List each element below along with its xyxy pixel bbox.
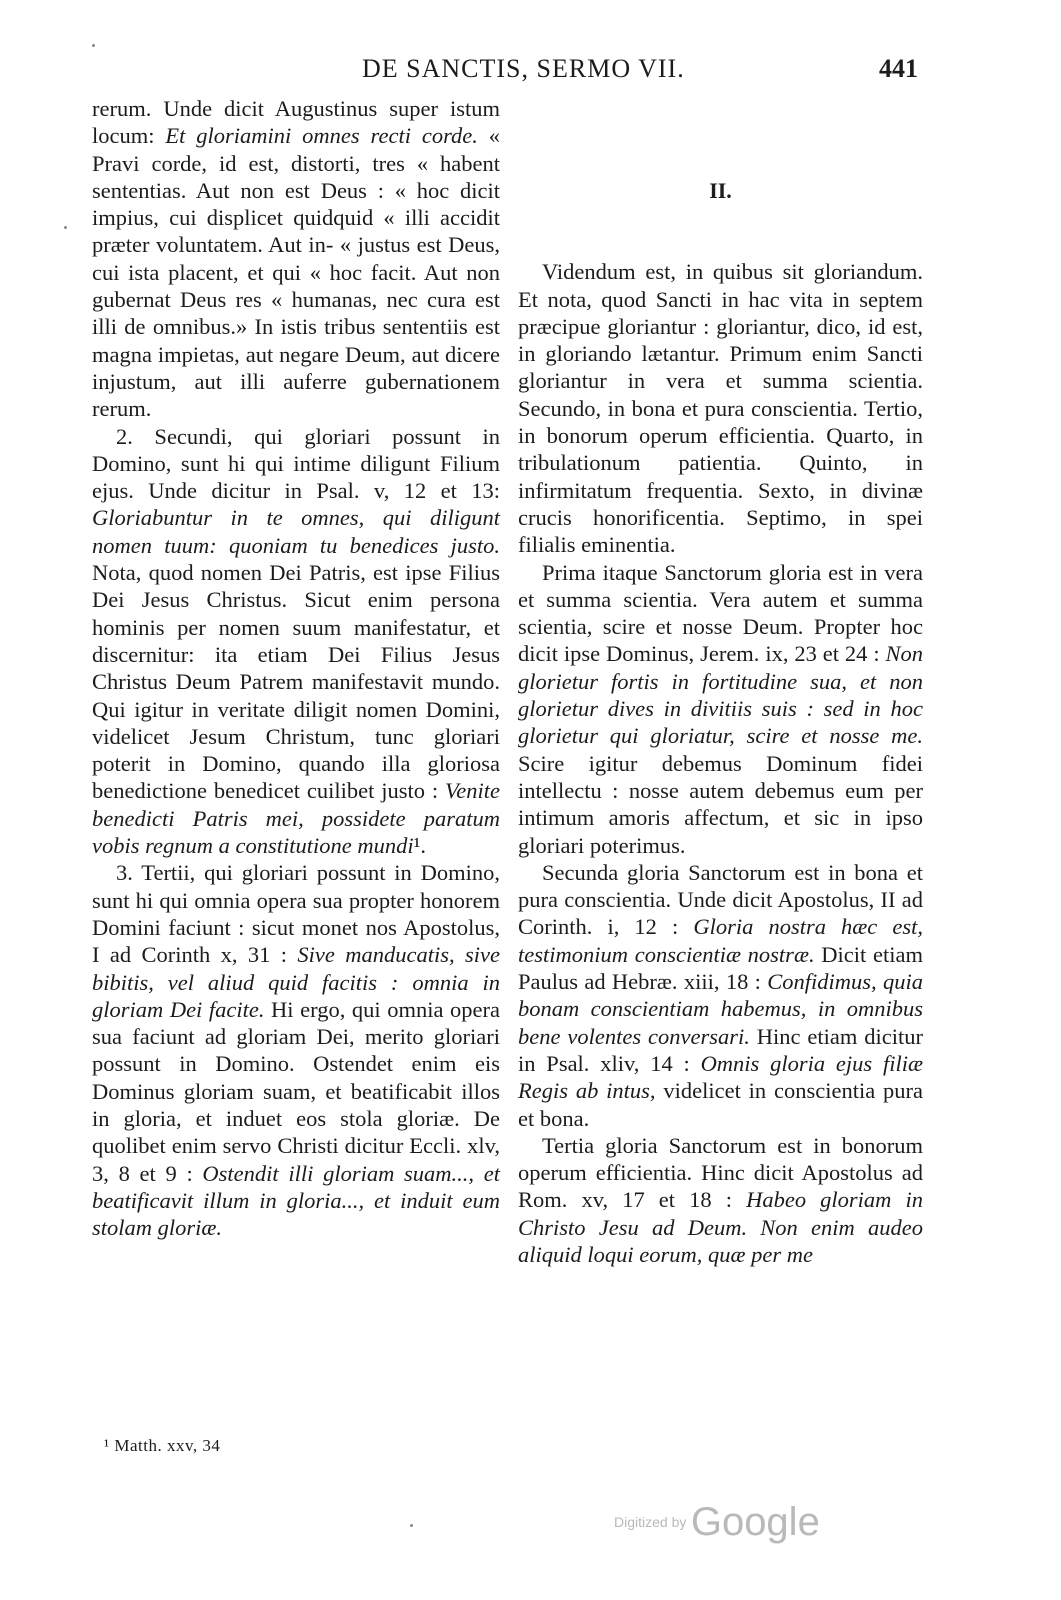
paragraph: 2. Secundi, qui gloriari possunt in Domino, sunt hi qui intime diligunt Filium ejus. Unde dicitur in Psal. v, 12 et 13: Gloriabuntur in te omnes, qui diligunt nomen tuum: quoniam tu benedices justo. Nota, quod nomen Dei Patris, est ipse Filius Dei Jesus Christus. Sicut enim persona hominis per nomen suum manifestatur, et discernitur: ita etiam Dei Filius Jesus Christus Deum Patrem manifestavit mundo. Qui igitur in veritate diligit nomen Domini, videlicet Jesum Christum, tunc gloriari poterit in Domino, quando illa gloriosa benedictione benedicet cuilibet justo : Venite benedicti Patris mei, possidete paratum vobis regnum a constitutione mundi¹.: [92, 423, 500, 859]
paragraph: Tertia gloria Sanctorum est in bonorum operum efficientia. Hinc dicit Apostolus ad Rom. xv, 17 et 18 : Habeo gloriam in Christo Jesu ad Deum. Non enim audeo aliquid loqui eorum, quæ per me: [518, 1132, 923, 1267]
page-header: [92, 54, 924, 86]
section-heading: II.: [709, 178, 732, 203]
page-number: 441: [879, 54, 918, 83]
paragraph: 3. Tertii, qui gloriari possunt in Domino, sunt hi qui omnia opera sua propter honorem Domini faciunt : sicut monet nos Apostolus, I ad Corinth x, 31 : Sive manducatis, sive bibitis, vel aliud quid facitis : omnia in gloriam Dei facite. Hi ergo, qui omnia opera sua faciunt ad gloriam Dei, merito gloriari possunt in Domino. Ostendet enim eis Dominus gloriam suam, et beatificabit illos in gloria, et induet eos stola gloriæ. De quolibet enim servo Christi dicitur Eccli. xlv, 3, 8 et 9 : Ostendit illi gloriam suam..., et beatificavit illum in gloria..., et induit eum stolam gloriæ.: [92, 860, 500, 1241]
paragraph: Videndum est, in quibus sit gloriandum. Et nota, quod Sancti in hac vita in septem præcipue gloriantur : gloriantur, dico, id est, in gloriando lætantur. Primum enim Sancti gloriantur in vera et summa scientia. Secundo, in bona et pura conscientia. Tertio, in bonorum operum efficientia. Quarto, in tribulationum patientia. Quinto, in infirmitatum frequentia. Sexto, in divinæ crucis honorificentia. Septimo, in spei filialis eminentia.: [518, 259, 923, 558]
running-title: DE SANCTIS, SERMO VII.: [362, 54, 685, 83]
scan-speck: [64, 226, 67, 229]
footnote: ¹ Matth. xxv, 34: [104, 1436, 221, 1455]
left-column: [92, 95, 500, 1241]
paragraph: rerum. Unde dicit Augustinus super istum locum: Et gloriamini omnes recti corde. « Pravi corde, id est, distorti, tres « habent sententias. Aut non est Deus : « hoc dicit impius, cui displicet quidquid « illi accidit præter voluntatem. Aut in- « justus est Deus, cui ista placent, et qui « hoc facit. Aut non gubernat Deus res « humanas, nec cura est illi de omnibus.» In istis tribus sententiis est magna impietas, aut negare Deum, aut dicere injustum, aut illi auferre gubernationem rerum.: [92, 96, 500, 422]
google-logo: Google: [690, 1500, 820, 1544]
watermark-prefix: Digitized by: [614, 1514, 687, 1530]
paragraph: Prima itaque Sanctorum gloria est in vera et summa scientia. Vera autem et summa scientia, scire et nosse Deum. Propter hoc dicit ipse Dominus, Jerem. ix, 23 et 24 : Non glorietur fortis in fortitudine sua, et non glorietur dives in divitiis suis : sed in hoc glorietur qui gloriatur, scire et nosse me. Scire igitur debemus Dominum fidei intellectu : nosse autem debemus eum per intimum amoris affectum, et sic in ipso gloriari poterimus.: [518, 559, 923, 858]
scan-speck: [92, 44, 95, 47]
scan-speck: [410, 1524, 413, 1527]
right-column: [518, 95, 923, 1268]
digitized-watermark: [614, 1500, 820, 1545]
paragraph: Secunda gloria Sanctorum est in bona et pura conscientia. Unde dicit Apostolus, II ad Corinth. i, 12 : Gloria nostra hæc est, testimonium conscientiæ nostræ. Dicit etiam Paulus ad Hebræ. xiii, 18 : Confidimus, quia bonam conscientiam habemus, in omnibus bene volentes conversari. Hinc etiam dicitur in Psal. xliv, 14 : Omnis gloria ejus filiæ Regis ab intus, videlicet in conscientia pura et bona.: [518, 859, 924, 1131]
